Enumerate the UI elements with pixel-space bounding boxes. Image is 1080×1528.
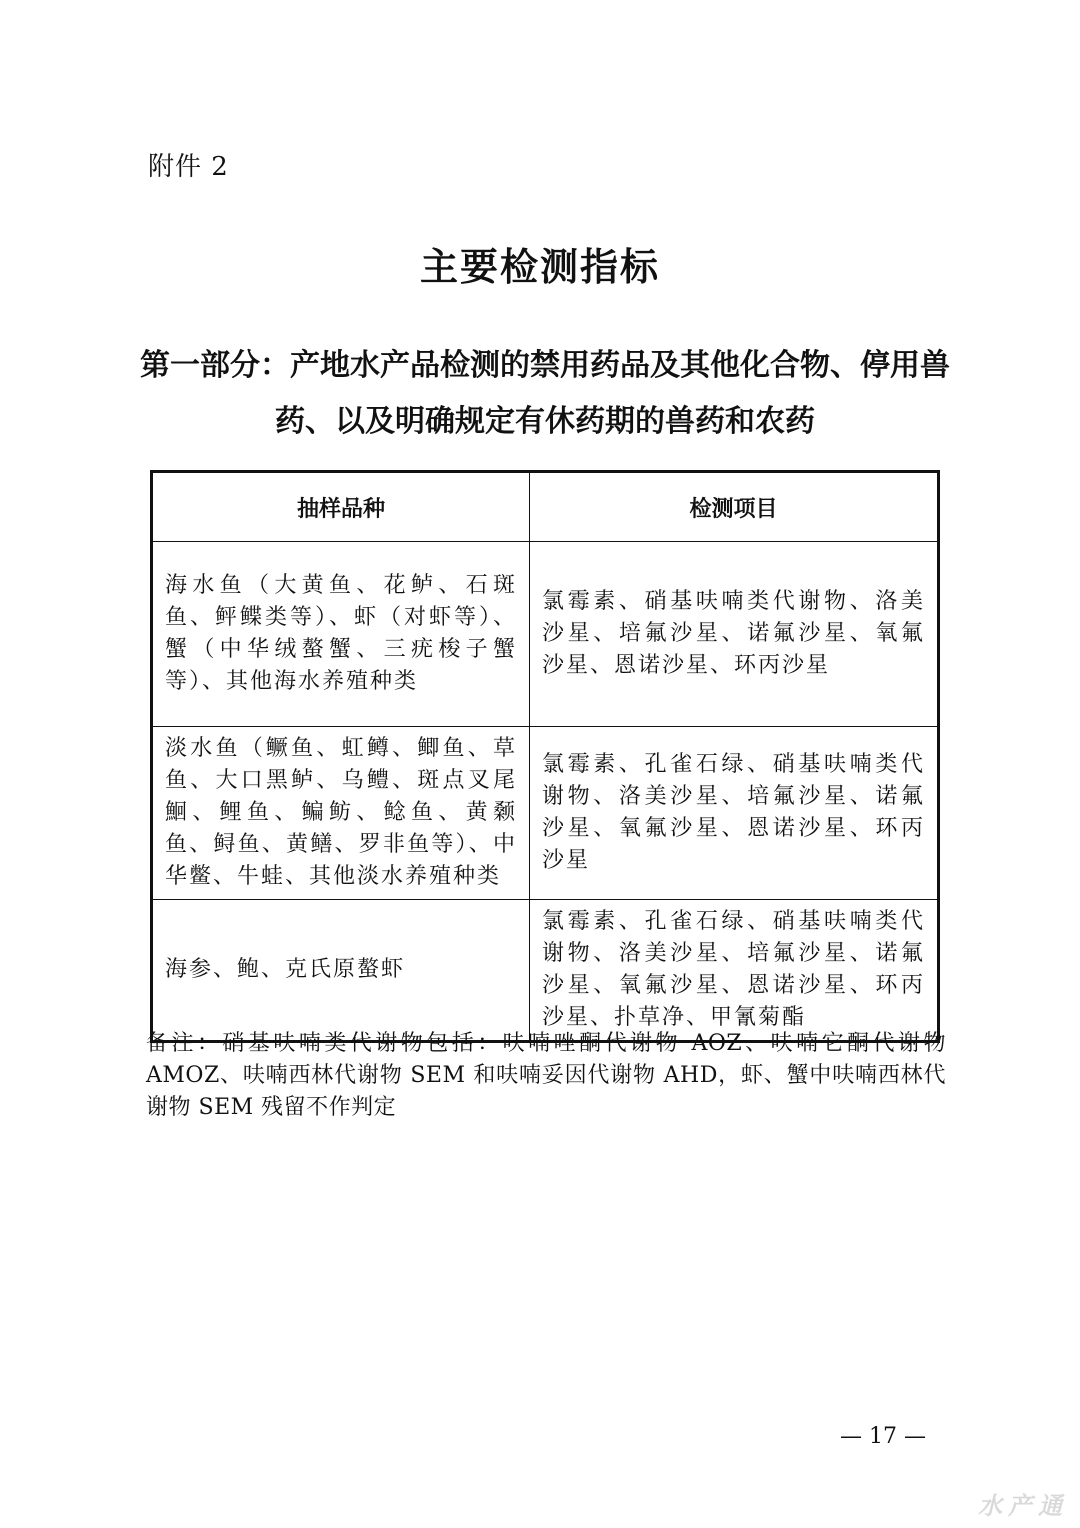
header-species: 抽样品种 <box>152 472 530 542</box>
species-cell: 淡水鱼（鳜鱼、虹鳟、鲫鱼、草鱼、大口黑鲈、乌鳢、斑点叉尾鮰、鲤鱼、鳊鲂、鲶鱼、黄颡鱼、鲟鱼、黄鳝、罗非鱼等）、中华鳖、牛蛙、其他淡水养殖种类 <box>152 727 530 900</box>
watermark-logo: 水产通 <box>978 1492 1068 1520</box>
table-row <box>152 542 939 727</box>
table-row <box>152 727 939 900</box>
species-cell: 海参、鲍、克氏原螯虾 <box>152 900 530 1042</box>
inspection-table <box>150 470 940 1043</box>
items-cell: 氯霉素、孔雀石绿、硝基呋喃类代谢物、洛美沙星、培氟沙星、诺氟沙星、氧氟沙星、恩诺沙星、环丙沙星 <box>530 727 939 900</box>
document-title: 主要检测指标 <box>419 245 660 289</box>
table-note: 备注：硝基呋喃类代谢物包括：呋喃唑酮代谢物 AOZ、呋喃它酮代谢物 AMOZ、呋喃西林代谢物 SEM 和呋喃妥因代谢物 AHD，虾、蟹中呋喃西林代谢物 SEM 残留不作判定 <box>146 1031 946 1120</box>
page-number: — 17 — <box>840 1424 926 1449</box>
species-cell: 海水鱼（大黄鱼、花鲈、石斑鱼、鲆鲽类等）、虾（对虾等）、蟹（中华绒螯蟹、三疣梭子蟹等）、其他海水养殖种类 <box>152 542 530 727</box>
section-title: 第一部分：产地水产品检测的禁用药品及其他化合物、停用兽药、以及明确规定有休药期的兽药和农药 <box>140 348 950 439</box>
header-items: 检测项目 <box>530 472 939 542</box>
items-cell: 氯霉素、硝基呋喃类代谢物、洛美沙星、培氟沙星、诺氟沙星、氧氟沙星、恩诺沙星、环丙沙星 <box>530 542 939 727</box>
table-row <box>152 900 939 1042</box>
attachment-label: 附件 2 <box>148 152 229 182</box>
items-cell: 氯霉素、孔雀石绿、硝基呋喃类代谢物、洛美沙星、培氟沙星、诺氟沙星、氧氟沙星、恩诺沙星、环丙沙星、扑草净、甲氰菊酯 <box>530 900 939 1042</box>
table-header-row <box>152 472 939 542</box>
